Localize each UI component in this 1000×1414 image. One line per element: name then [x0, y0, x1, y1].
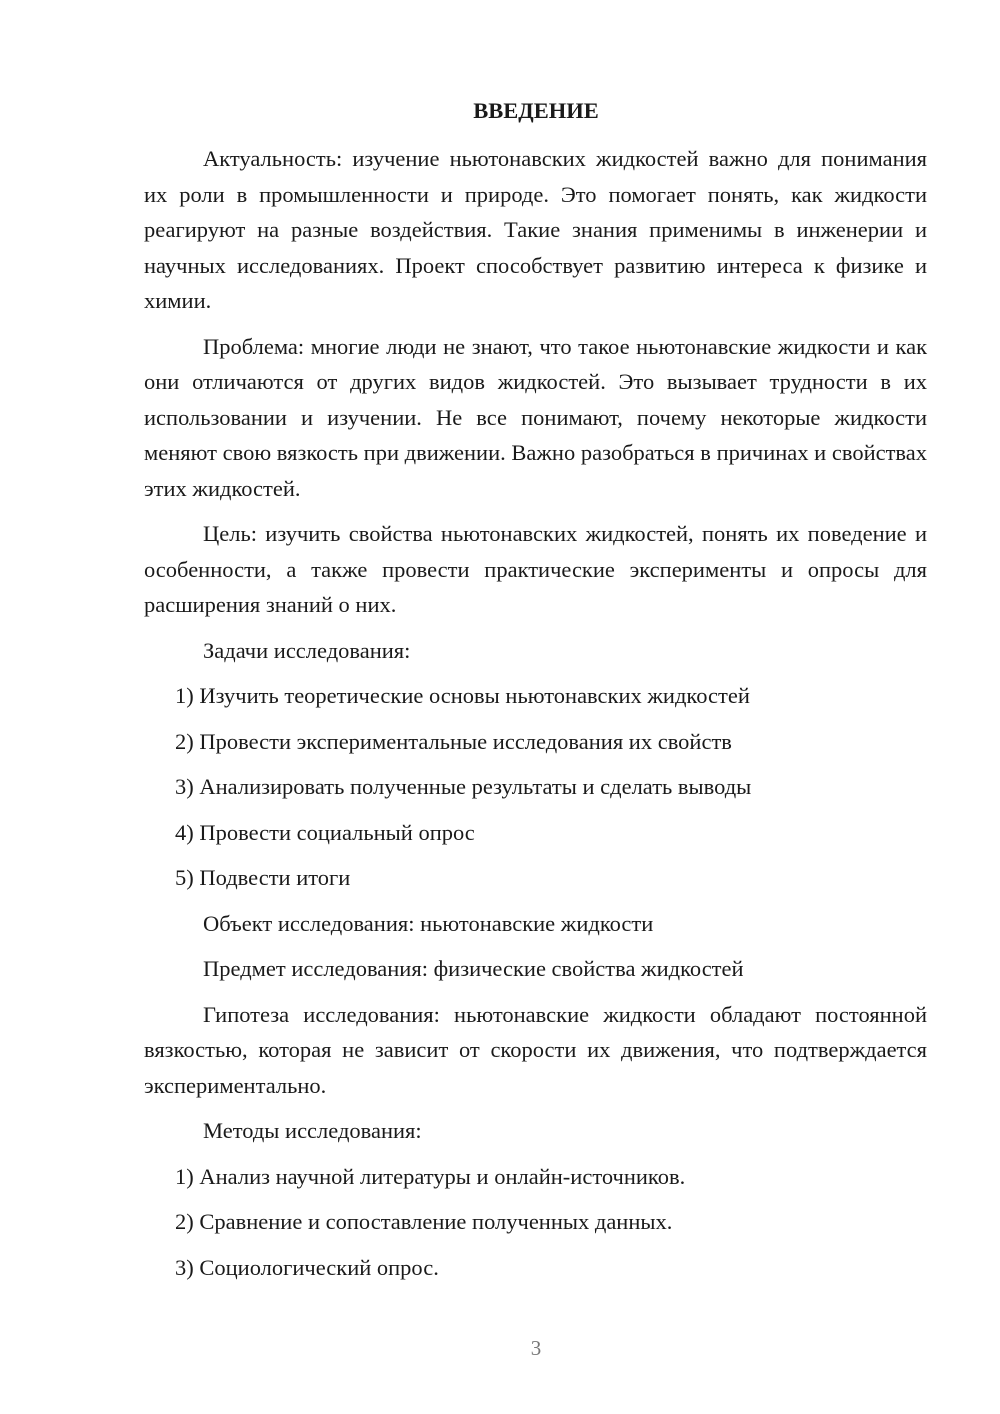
- task-item: 3) Анализировать полученные результаты и сделать выводы: [175, 774, 752, 799]
- page-number: 3: [530, 1336, 542, 1360]
- relevance-paragraph: Актуальность: изучение ньютонавских жидкостей важно для понимания их роли в промышленности и природе. Это помогает понять, как жидкости реагируют на разные воздействия. Такие знания применимы в инженерии и научных исследованиях. Проект способствует развитию интереса к физике и химии.: [144, 146, 927, 313]
- task-item: 5) Подвести итоги: [175, 865, 351, 890]
- research-object: Объект исследования: ньютонавские жидкости: [203, 910, 654, 936]
- task-item: 2) Провести экспериментальные исследования их свойств: [175, 728, 732, 754]
- document-body: [144, 141, 927, 1285]
- hypothesis-paragraph: Гипотеза исследования: ньютонавские жидкости обладают постоянной вязкостью, которая не зависит от скорости их движения, что подтверждается экспериментально.: [144, 1001, 927, 1098]
- methods-heading: Методы исследования:: [203, 1118, 422, 1143]
- research-subject: Предмет исследования: физические свойства жидкостей: [203, 956, 744, 981]
- method-item: 2) Сравнение и сопоставление полученных данных.: [175, 1209, 673, 1234]
- goal-paragraph: Цель: изучить свойства ньютонавских жидкостей, понять их поведение и особенности, а также провести практические эксперименты и опросы для расширения знаний о них.: [144, 521, 927, 617]
- method-item: 1) Анализ научной литературы и онлайн-источников.: [175, 1163, 686, 1189]
- method-item: 3) Социологический опрос.: [175, 1254, 439, 1280]
- page-title: ВВЕДЕНИЕ: [473, 98, 599, 123]
- task-item: 4) Провести социальный опрос: [175, 819, 475, 845]
- tasks-heading: Задачи исследования:: [203, 637, 411, 663]
- problem-paragraph: Проблема: многие люди не знают, что такое ньютонавские жидкости и как они отличаются от других видов жидкостей. Это вызывает трудности в их использовании и изучении. Не все понимают, почему некоторые жидкости меняют свою вязкость при движении. Важно разобраться в причинах и свойствах этих жидкостей.: [144, 333, 927, 501]
- task-item: 1) Изучить теоретические основы ньютонавских жидкостей: [175, 683, 750, 708]
